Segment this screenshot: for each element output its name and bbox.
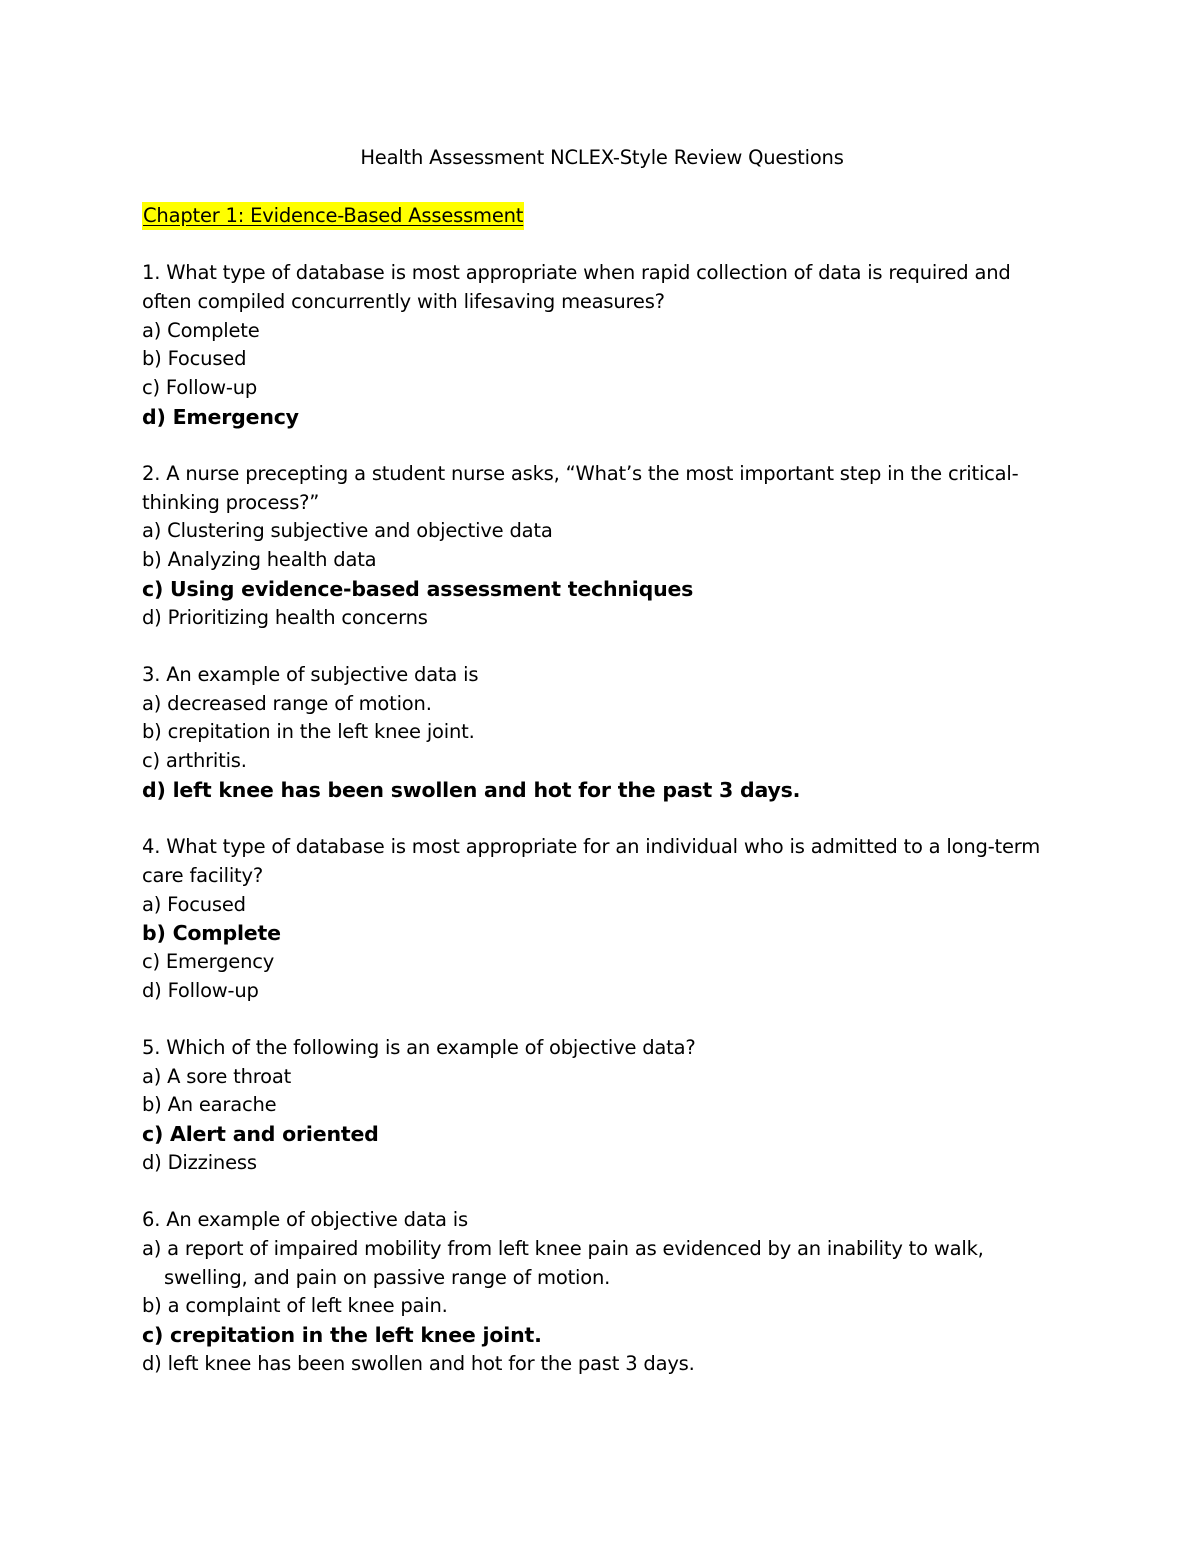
option-a: a) Clustering subjective and objective data [142,519,553,543]
question-text: 2. A nurse precepting a student nurse asks, “What’s the most important step in the critical-thinking process?” [142,462,1019,514]
option-b: b) Analyzing health data [142,548,377,572]
option-d: d) Follow-up [142,978,259,1002]
question-5 [142,1034,1062,1178]
option-b: b) Complete [142,921,281,946]
option-b: b) a complaint of left knee pain. [142,1294,448,1318]
question-3 [142,661,1062,805]
option-c: c) Follow-up [142,375,258,399]
option-a: a) A sore throat [142,1064,292,1088]
document-title: Health Assessment NCLEX-Style Review Questions [360,146,844,169]
option-d: d) Prioritizing health concerns [142,605,428,629]
option-c: c) arthritis. [142,749,247,773]
question-text: 6. An example of objective data is [142,1208,468,1232]
option-c: c) Emergency [142,949,275,973]
option-c: c) crepitation in the left knee joint. [142,1323,542,1348]
option-c: c) Alert and oriented [142,1122,379,1147]
option-d: d) Emergency [142,404,299,429]
option-a: a) a report of impaired mobility from left knee pain as evidenced by an inability to walk, swelling, and pain on passive range of motion. [142,1236,984,1289]
option-b: b) Focused [142,347,247,371]
question-text: 4. What type of database is most appropriate for an individual who is admitted to a long-term care facility? [142,835,1041,887]
option-a: a) Focused [142,892,246,916]
question-4 [142,833,1062,1005]
option-a: a) decreased range of motion. [142,691,432,715]
option-b: b) crepitation in the left knee joint. [142,720,475,744]
document-content [142,144,1062,1378]
question-text: 3. An example of subjective data is [142,662,479,686]
option-d: d) left knee has been swollen and hot for the past 3 days. [142,777,801,802]
option-d: d) left knee has been swollen and hot for the past 3 days. [142,1351,695,1375]
question-2 [142,460,1062,632]
option-a: a) Complete [142,318,260,342]
option-b: b) An earache [142,1093,277,1117]
question-text: 5. Which of the following is an example of objective data? [142,1036,696,1060]
option-c: c) Using evidence-based assessment techniques [142,576,694,601]
option-d: d) Dizziness [142,1150,257,1174]
question-1 [142,259,1062,431]
question-6 [142,1206,1062,1378]
question-text: 1. What type of database is most appropriate when rapid collection of data is required and often compiled concurrently with lifesaving measures? [142,261,1011,313]
chapter-heading: Chapter 1: Evidence-Based Assessment [142,202,524,231]
